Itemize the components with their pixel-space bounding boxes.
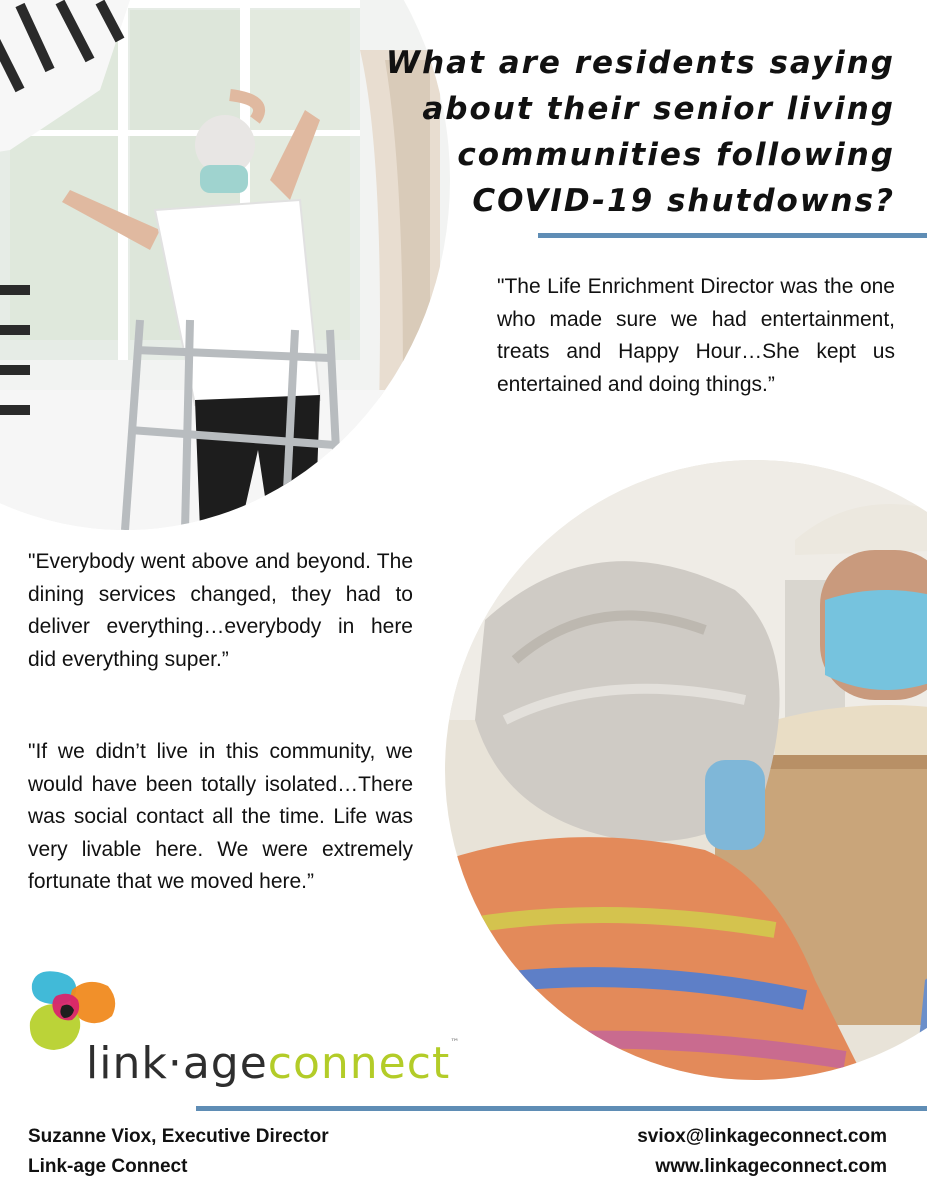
headline-line-3: communities following <box>457 137 895 173</box>
resident-quote-2: "Everybody went above and beyond. The dining services changed, they had to deliver everything…everybody in here did everything super.” <box>28 550 413 671</box>
top-divider <box>538 233 927 238</box>
headline-line-1: What are residents saying <box>385 45 895 81</box>
logo-word-connect: connect <box>267 1038 451 1089</box>
resident-quote-1: "The Life Enrichment Director was the one who made sure we had entertainment, treats and Happy Hour…She kept us entertained and doing things.” <box>497 275 895 396</box>
logo-word-age: age <box>182 1038 268 1089</box>
contact-organization: Link-age Connect <box>28 1156 188 1177</box>
contact-email-link[interactable]: sviox@linkageconnect.com <box>637 1126 887 1147</box>
logo-trademark: ™ <box>450 1038 461 1048</box>
delivery-illustration <box>445 460 927 1080</box>
contact-website-link[interactable]: www.linkageconnect.com <box>655 1156 887 1177</box>
linkage-connect-logo <box>22 962 467 1102</box>
headline-line-2: about their senior living <box>422 91 895 127</box>
headline-line-4: COVID-19 shutdowns? <box>472 183 895 219</box>
logo-wordmark <box>86 1038 460 1089</box>
logo-word-dot: · <box>167 1038 183 1089</box>
resident-quote-3: "If we didn’t live in this community, we would have been totally isolated…There was social contact all the time. Life was very livable here. We were extremely fortunate that we moved here.” <box>28 740 413 893</box>
contact-name: Suzanne Viox, Executive Director <box>28 1126 329 1147</box>
page-headline <box>375 40 895 224</box>
bottom-divider <box>196 1106 927 1111</box>
logo-word-link: link <box>86 1038 168 1089</box>
delivery-photo <box>445 460 927 1080</box>
